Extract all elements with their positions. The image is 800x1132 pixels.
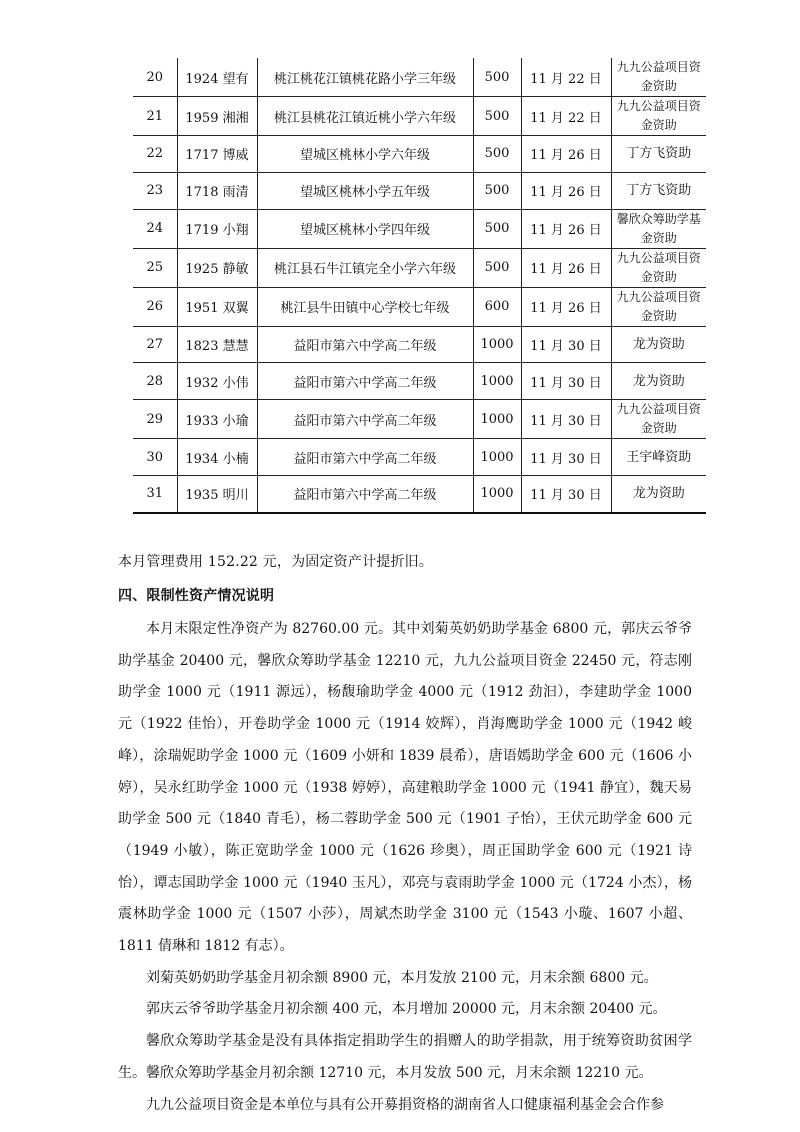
cell-number: 20 (133, 58, 177, 97)
cell-funding-source: 九九公益项目资金资助 (611, 400, 706, 439)
management-fee-note: 本月管理费用 152.22 元，为固定资产计提折旧。 (118, 554, 434, 570)
cell-amount: 1000 (473, 400, 521, 439)
cell-school: 望城区桃林小学四年级 (257, 209, 473, 248)
cell-school: 望城区桃林小学五年级 (257, 172, 473, 209)
cell-student: 1951 双翼 (177, 287, 257, 326)
table-row (133, 400, 706, 439)
table-row (133, 172, 706, 209)
cell-student: 1924 望有 (177, 58, 257, 97)
cell-funding-source: 丁方飞资助 (611, 172, 706, 209)
cell-number: 27 (133, 326, 177, 363)
cell-number: 24 (133, 209, 177, 248)
table-row (133, 136, 706, 173)
grant-table-body (133, 58, 706, 513)
cell-student: 1932 小伟 (177, 363, 257, 400)
cell-student: 1934 小楠 (177, 439, 257, 476)
cell-student: 1935 明川 (177, 475, 257, 512)
cell-amount: 500 (473, 136, 521, 173)
cell-date: 11 月 26 日 (521, 209, 611, 248)
table-row (133, 248, 706, 287)
cell-student: 1933 小瑜 (177, 400, 257, 439)
cell-date: 11 月 26 日 (521, 287, 611, 326)
cell-amount: 1000 (473, 475, 521, 512)
cell-number: 23 (133, 172, 177, 209)
table-row (133, 363, 706, 400)
cell-school: 桃江桃花江镇桃花路小学三年级 (257, 58, 473, 97)
cell-amount: 1000 (473, 363, 521, 400)
cell-school: 益阳市第六中学高二年级 (257, 439, 473, 476)
cell-student: 1823 慧慧 (177, 326, 257, 363)
paragraph-99-fund: 九九公益项目资金是本单位与具有公开募捐资格的湖南省人口健康福利基金会合作参 (146, 1096, 664, 1113)
restricted-assets-body (118, 614, 692, 1121)
cell-date: 11 月 26 日 (521, 248, 611, 287)
cell-funding-source: 九九公益项目资金资助 (611, 58, 706, 97)
cell-school: 桃江县石牛江镇完全小学六年级 (257, 248, 473, 287)
cell-school: 益阳市第六中学高二年级 (257, 326, 473, 363)
cell-date: 11 月 30 日 (521, 363, 611, 400)
cell-amount: 1000 (473, 439, 521, 476)
cell-funding-source: 九九公益项目资金资助 (611, 287, 706, 326)
paragraph-guo-fund: 郭庆云爷爷助学基金月初余额 400 元，本月增加 20000 元，月末余额 20400 元。 (146, 1001, 667, 1018)
cell-school: 桃江县桃花江镇近桃小学六年级 (257, 97, 473, 136)
cell-amount: 500 (473, 58, 521, 97)
cell-funding-source: 丁方飞资助 (611, 136, 706, 173)
cell-number: 28 (133, 363, 177, 400)
cell-funding-source: 龙为资助 (611, 363, 706, 400)
cell-funding-source: 九九公益项目资金资助 (611, 97, 706, 136)
cell-school: 益阳市第六中学高二年级 (257, 400, 473, 439)
table-row (133, 97, 706, 136)
cell-amount: 500 (473, 172, 521, 209)
cell-number: 26 (133, 287, 177, 326)
paragraph-restricted-total: 本月末限定性净资产为 82760.00 元。其中刘菊英奶奶助学基金 6800 元，郭庆云爷爷助学基金 20400 元，馨欣众筹助学基金 12210 元，九九公益项目资金 22450 元，符志刚助学金 1000 元（1911 源远），杨馥瑜助学金 4000 元（1912 劲汩），李建助学金 1000 元（1922 佳怡），开卷助学金 1000 元（1914 姣辉），肖海鹰助学金 1000 元（1942 峻峰），涂瑞妮助学金 1000 元（1609 小妍和 1839 晨希），唐语嫣助学金 600 元（1606 小婷），吴永红助学金 1000 元（1938 婷婷），高建粮助学金 1000 元（1941 静宜），魏天易助学金 500 元（1840 青毛），杨二蓉助学金 500 元（1901 子怡），王伏元助学金 600 元（1949 小敏），陈正宽助学金 1000 元（1626 珍奥），周正国助学金 600 元（1921 诗怡），谭志国助学金 1000 元（1940 玉凡），邓亮与袁雨助学金 1000 元（1724 小杰），杨震林助学金 1000 元（1507 小莎），周斌杰助学金 3100 元（1543 小璇、1607 小超、1811 倩琳和 1812 有志）。 (118, 621, 692, 955)
cell-date: 11 月 22 日 (521, 58, 611, 97)
cell-funding-source: 龙为资助 (611, 475, 706, 512)
table-row (133, 58, 706, 97)
section-heading: 四、限制性资产情况说明 (118, 588, 275, 604)
table-row (133, 326, 706, 363)
table-row (133, 439, 706, 476)
cell-amount: 600 (473, 287, 521, 326)
cell-number: 29 (133, 400, 177, 439)
cell-date: 11 月 22 日 (521, 97, 611, 136)
cell-amount: 500 (473, 97, 521, 136)
table-row (133, 209, 706, 248)
cell-student: 1959 湘湘 (177, 97, 257, 136)
cell-school: 桃江县牛田镇中心学校七年级 (257, 287, 473, 326)
cell-funding-source: 龙为资助 (611, 326, 706, 363)
cell-amount: 500 (473, 248, 521, 287)
table-row (133, 287, 706, 326)
cell-number: 30 (133, 439, 177, 476)
cell-student: 1719 小翔 (177, 209, 257, 248)
cell-school: 益阳市第六中学高二年级 (257, 363, 473, 400)
table-row (133, 475, 706, 512)
cell-student: 1717 博威 (177, 136, 257, 173)
cell-student: 1718 雨清 (177, 172, 257, 209)
cell-student: 1925 静敏 (177, 248, 257, 287)
grant-table (133, 58, 706, 514)
cell-number: 31 (133, 475, 177, 512)
cell-number: 25 (133, 248, 177, 287)
cell-funding-source: 馨欣众筹助学基金资助 (611, 209, 706, 248)
cell-school: 益阳市第六中学高二年级 (257, 475, 473, 512)
cell-date: 11 月 30 日 (521, 326, 611, 363)
cell-funding-source: 王宇峰资助 (611, 439, 706, 476)
cell-date: 11 月 30 日 (521, 475, 611, 512)
cell-date: 11 月 30 日 (521, 400, 611, 439)
cell-number: 22 (133, 136, 177, 173)
paragraph-xinxin-fund: 馨欣众筹助学基金是没有具体指定捐助学生的捐赠人的助学捐款，用于统筹资助贫困学生。馨欣众筹助学基金月初余额 12710 元，本月发放 500 元，月末余额 12210 元。 (118, 1033, 692, 1081)
paragraph-liu-fund: 刘菊英奶奶助学基金月初余额 8900 元，本月发放 2100 元，月末余额 6800 元。 (146, 969, 658, 986)
cell-date: 11 月 30 日 (521, 439, 611, 476)
cell-date: 11 月 26 日 (521, 172, 611, 209)
cell-funding-source: 九九公益项目资金资助 (611, 248, 706, 287)
cell-amount: 1000 (473, 326, 521, 363)
cell-date: 11 月 26 日 (521, 136, 611, 173)
cell-amount: 500 (473, 209, 521, 248)
cell-number: 21 (133, 97, 177, 136)
cell-school: 望城区桃林小学六年级 (257, 136, 473, 173)
